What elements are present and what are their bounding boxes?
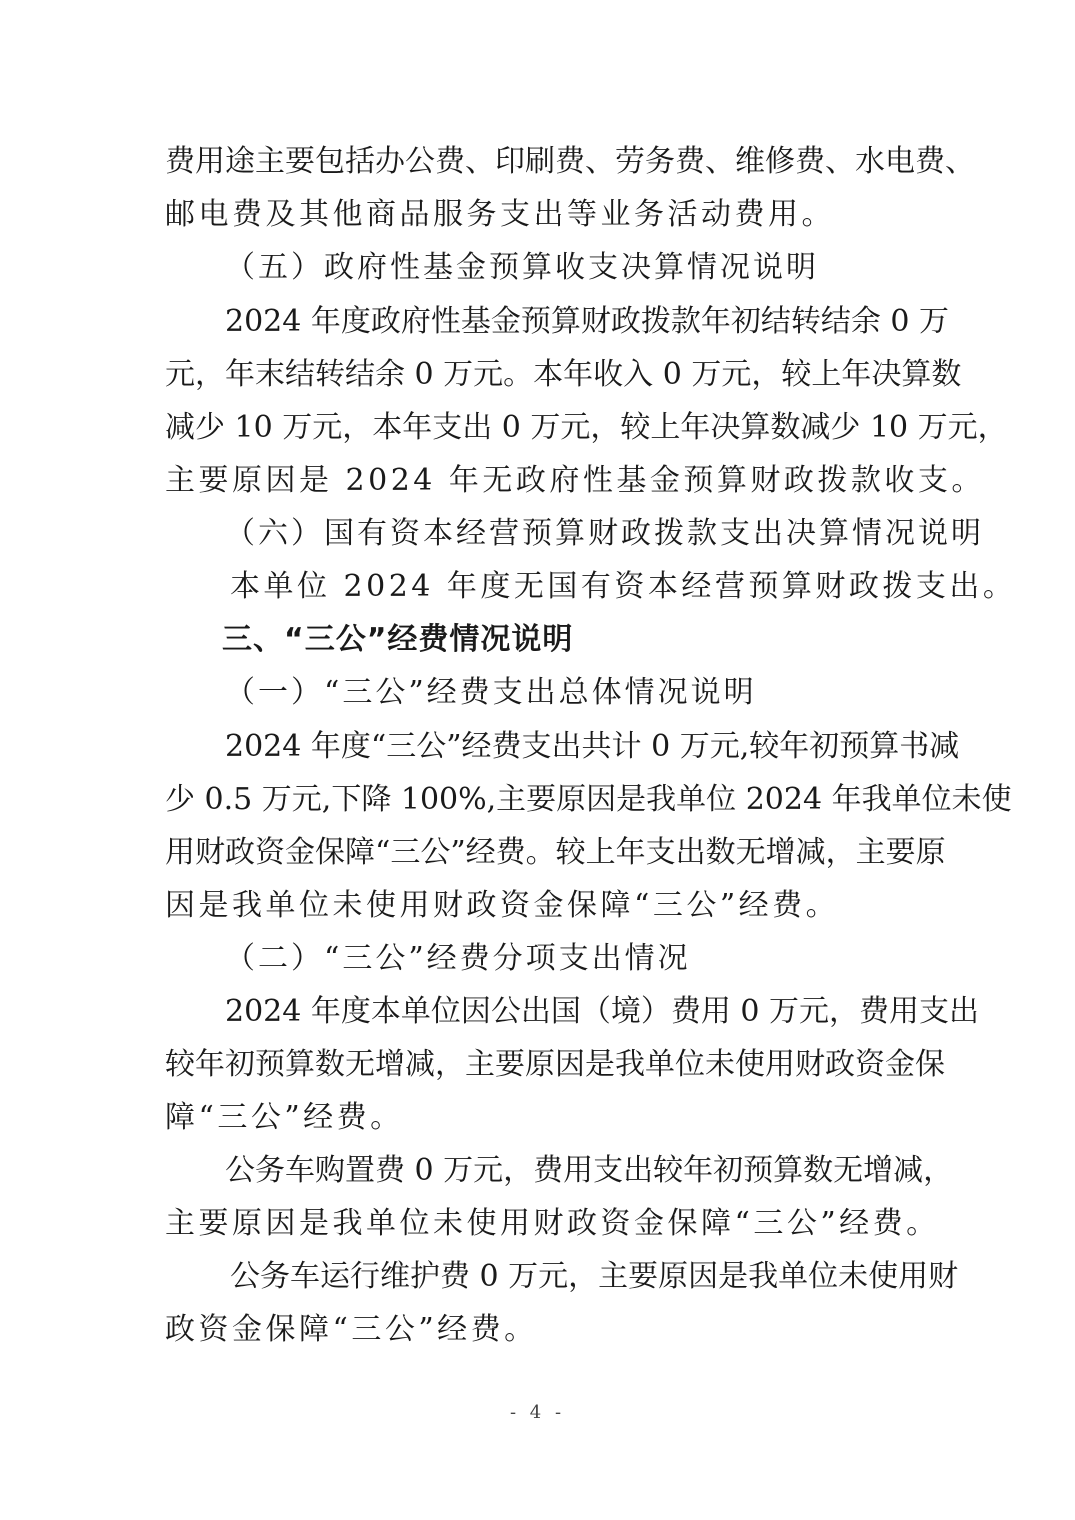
body-text-line: 少 0.5 万元,下降 100%,主要原因是我单位 2024 年我单位未使 xyxy=(165,782,1012,817)
body-text-line: 费用途主要包括办公费、印刷费、劳务费、维修费、水电费、 xyxy=(165,144,975,179)
body-text-line: 2024 年度政府性基金预算财政拨款年初结转结余 0 万 xyxy=(225,304,950,339)
chapter-heading-3: 三、“三公”经费情况说明 xyxy=(222,622,574,657)
page-number: - 4 - xyxy=(509,1402,566,1423)
body-text-line: 邮电费及其他商品服务支出等业务活动费用。 xyxy=(165,197,835,232)
body-text-line: 用财政资金保障“三公”经费。较上年支出数无增减，主要原 xyxy=(165,835,946,870)
body-text-line: 公务车购置费 0 万元，费用支出较年初预算数无增减， xyxy=(225,1153,954,1188)
body-text-line: 因是我单位未使用财政资金保障“三公”经费。 xyxy=(165,888,840,923)
body-text-line: 本单位 2024 年度无国有资本经营预算财政拨支出。 xyxy=(230,569,1017,604)
body-text-line: 主要原因是我单位未使用财政资金保障“三公”经费。 xyxy=(165,1206,940,1241)
body-text-line: 公务车运行维护费 0 万元，主要原因是我单位未使用财 xyxy=(230,1259,959,1294)
body-text-line: 2024 年度“三公”经费支出共计 0 万元,较年初预算书减 xyxy=(225,729,960,764)
body-text-line: 2024 年度本单位因公出国（境）费用 0 万元，费用支出 xyxy=(225,994,980,1029)
body-text-line: 减少 10 万元，本年支出 0 万元，较上年决算数减少 10 万元， xyxy=(165,410,1008,445)
body-text-line: 主要原因是 2024 年无政府性基金预算财政拨款收支。 xyxy=(165,463,985,498)
section-heading-5: （五）政府性基金预算收支决算情况说明 xyxy=(225,250,819,285)
section-heading-2: （二）“三公”经费分项支出情况 xyxy=(225,941,691,976)
section-heading-1: （一）“三公”经费支出总体情况说明 xyxy=(225,675,757,710)
body-text-line: 障“三公”经费。 xyxy=(165,1100,404,1135)
body-text-line: 政资金保障“三公”经费。 xyxy=(165,1312,538,1347)
section-heading-6: （六）国有资本经营预算财政拨款支出决算情况说明 xyxy=(225,516,984,551)
body-text-line: 较年初预算数无增减，主要原因是我单位未使用财政资金保 xyxy=(165,1047,945,1082)
body-text-line: 元，年末结转结余 0 万元。本年收入 0 万元，较上年决算数 xyxy=(165,357,962,392)
